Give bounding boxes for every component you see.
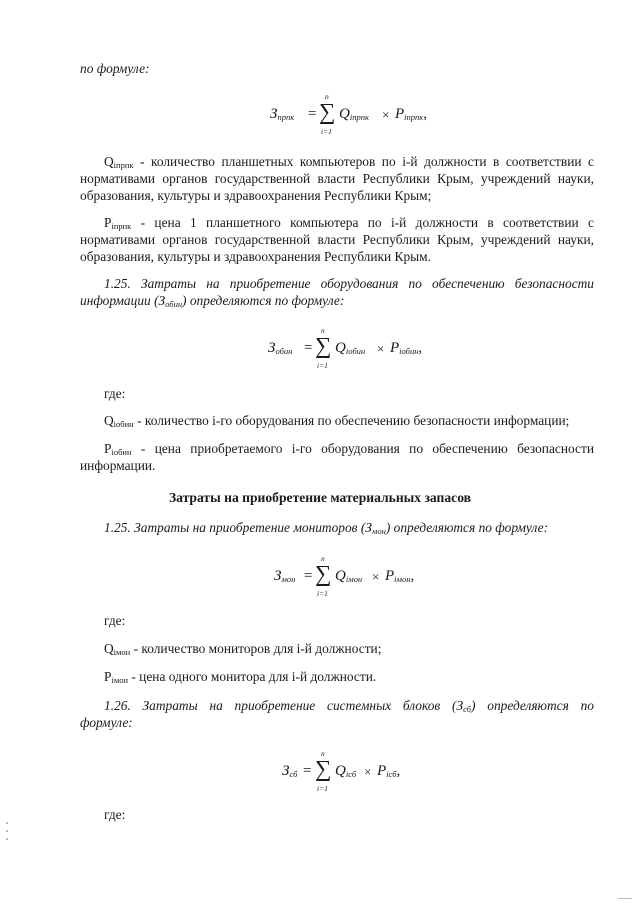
symbol: Q <box>104 154 114 169</box>
where-label: где: <box>104 807 126 822</box>
sum-upper-limit: n <box>321 554 325 563</box>
symbol: P <box>104 669 112 684</box>
formula-subscript: обин <box>275 346 293 356</box>
equals-sign: = <box>303 763 312 779</box>
sum-upper-limit: n <box>325 92 329 101</box>
intro-text: по формуле: <box>80 61 150 76</box>
equals-sign: = <box>304 568 313 584</box>
subscript: iпрпк <box>111 221 132 231</box>
formula-variable: P <box>385 568 395 584</box>
subscript: iмон <box>113 647 131 657</box>
q-iprpk-line1 <box>104 153 594 170</box>
item-1-25-monitors <box>104 519 548 536</box>
sum-lower-limit: i=1 <box>321 127 332 136</box>
item-1-25-security-line2 <box>80 292 344 309</box>
formula-variable: Q <box>335 763 346 779</box>
formula-variable: З <box>268 340 276 356</box>
formula-system-units <box>278 749 418 793</box>
p-iobin-line1 <box>104 440 594 457</box>
symbol: Q <box>104 413 114 428</box>
formula-variable: З <box>274 568 282 584</box>
formula-subscript: iобин <box>345 346 366 356</box>
subscript: iмон <box>111 675 128 685</box>
sigma-symbol: ∑ <box>315 561 332 586</box>
times-sign: × <box>377 341 385 356</box>
text-part: ) определяются по <box>471 698 594 713</box>
times-sign: × <box>372 569 380 584</box>
formula-variable: З <box>282 763 290 779</box>
formula-subscript: iмон <box>394 574 411 584</box>
formula-comma: , <box>396 763 401 779</box>
symbol: P <box>104 441 112 456</box>
section-heading: Затраты на приобретение материальных запасов <box>168 490 472 505</box>
formula-variable: Q <box>339 106 350 122</box>
sigma-symbol: ∑ <box>319 99 336 124</box>
scan-speck <box>618 898 632 899</box>
where-label: где: <box>104 613 126 628</box>
text-part: ) определяются по формуле: <box>385 520 549 535</box>
q-iprpk-line3: образования, культуры и здравоохранения Республики Крым; <box>80 188 432 203</box>
subscript: мон <box>371 526 386 536</box>
item-1-26-line1 <box>104 697 594 714</box>
formula-subscript: iпрпк <box>404 112 424 122</box>
subscript: iобин <box>111 447 132 457</box>
item-1-25-security-line1: 1.25. Затраты на приобретение оборудования по обеспечению безопасности <box>104 276 594 291</box>
formula-variable: P <box>395 106 405 122</box>
formula-variable: Q <box>335 340 346 356</box>
equals-sign: = <box>304 340 313 356</box>
symbol: Q <box>104 641 114 656</box>
formula-variable: Q <box>335 568 346 584</box>
text-part: 1.25. Затраты на приобретение мониторов (З <box>104 520 372 535</box>
p-imon-line <box>104 668 376 685</box>
sigma-symbol: ∑ <box>315 333 332 358</box>
definition-text: - цена приобретаемого i-го оборудования по обеспечению безопасности <box>140 441 594 456</box>
sum-lower-limit: i=1 <box>317 784 328 793</box>
formula-comma: , <box>423 106 428 122</box>
formula-variable: З <box>270 106 278 122</box>
definition-text: - количество мониторов для i-й должности; <box>133 641 382 656</box>
formula-subscript: мон <box>281 574 296 584</box>
sum-upper-limit: n <box>321 326 325 335</box>
q-imon-line <box>104 640 381 657</box>
equals-sign: = <box>308 106 317 122</box>
item-1-26-line2: формуле: <box>80 715 133 730</box>
sum-lower-limit: i=1 <box>317 589 328 598</box>
times-sign: × <box>382 107 390 122</box>
q-iobin-line <box>104 412 569 429</box>
formula-subscript: iпрпк <box>349 112 369 122</box>
scan-speck <box>6 838 8 840</box>
formula-subscript: сб <box>289 769 298 779</box>
where-label: где: <box>104 386 126 401</box>
sigma-symbol: ∑ <box>315 756 332 781</box>
subscript: обин <box>165 299 183 309</box>
formula-subscript: iсб <box>345 769 357 779</box>
formula-comma: , <box>418 340 423 356</box>
p-iprpk-line3: образования, культуры и здравоохранения Республики Крым. <box>80 249 431 264</box>
formula-subscript: iсб <box>386 769 397 779</box>
subscript: сб <box>463 704 472 714</box>
formula-variable: P <box>377 763 387 779</box>
sum-lower-limit: i=1 <box>317 361 328 370</box>
scan-speck <box>6 830 8 832</box>
p-iobin-line2: информации. <box>80 458 156 473</box>
times-sign: × <box>364 764 372 779</box>
text-part: информации (З <box>80 293 166 308</box>
formula-security-equipment <box>264 326 424 370</box>
q-iprpk-line2: нормативами органов государственной власти Республики Крым, учреждений науки, <box>80 171 594 186</box>
sum-upper-limit: n <box>321 749 325 758</box>
formula-comma: , <box>410 568 415 584</box>
formula-variable: P <box>390 340 400 356</box>
subscript: iобин <box>113 419 134 429</box>
symbol: P <box>104 215 112 230</box>
formula-subscript: iобин <box>399 346 419 356</box>
formula-tablet-costs <box>262 92 428 136</box>
formula-monitors <box>270 554 430 598</box>
text-part: 1.26. Затраты на приобретение системных блоков (З <box>104 698 464 713</box>
p-iprpk-line2: нормативами органов государственной власти Республики Крым, учреждений науки, <box>80 232 594 247</box>
subscript: iпрпк <box>113 160 134 170</box>
formula-subscript: iмон <box>345 574 363 584</box>
definition-text: - количество i-го оборудования по обеспечению безопасности информации; <box>137 413 570 428</box>
scan-speck <box>6 822 8 824</box>
definition-text: - количество планшетных компьютеров по i-й должности в соответствии с <box>140 154 594 169</box>
formula-subscript: прпк <box>277 112 295 122</box>
definition-text: - цена 1 планшетного компьютера по i-й должности в соответствии с <box>140 215 594 230</box>
p-iprpk-line1 <box>104 214 594 231</box>
definition-text: - цена одного монитора для i-й должности. <box>131 669 377 684</box>
text-part: ) определяются по формуле: <box>182 293 345 308</box>
